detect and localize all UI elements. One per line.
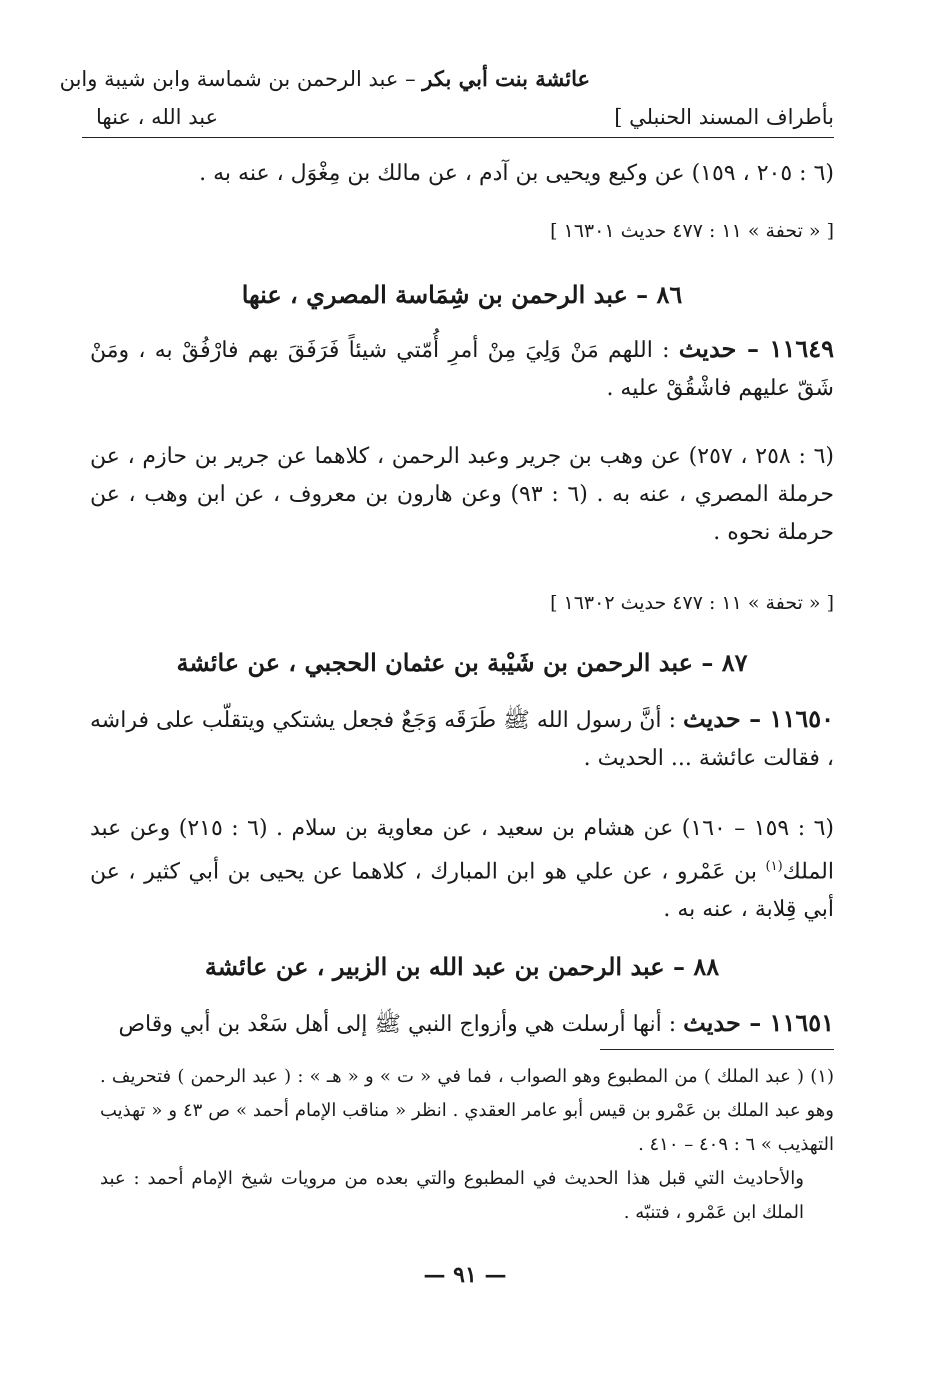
header-title-rest: – عبد الرحمن بن شماسة وابن شيبة وابن <box>59 67 423 91</box>
page-number: — ٩١ — <box>423 1262 507 1288</box>
text-block-1: (٦ : ٢٠٥ ، ١٥٩) عن وكيع ويحيى بن آدم ، عن مالك بن مِغْوَل ، عنه به . <box>199 161 834 186</box>
hadith-11649 <box>90 330 834 408</box>
text-block-3 <box>90 810 834 929</box>
tuhfa-reference-2: [ « تحفة » ١١ : ٤٧٧ حديث ١٦٣٠٢ ] <box>550 592 834 614</box>
running-header-subtitle: عبد الله ، عنها <box>96 105 219 129</box>
header-divider <box>82 137 834 138</box>
section-heading-87: ٨٧ – عبد الرحمن بن شَيْبة بن عثمان الحجبي ، عن عائشة <box>176 648 748 677</box>
footnote-1: (١) ( عبد الملك ) من المطبوع وهو الصواب ، فما في « ت » و « هـ » : ( عبد الرحمن ) فتحريف . وهو عبد الملك بن عَمْرو بن قيس أبو عامر العقدي . انظر « مناقب الإمام أحمد » ص ٤٣ و « تهذيب التهذيب » ٦ : ٤٠٩ – ٤١٠ . <box>100 1066 834 1155</box>
running-header-right <box>60 66 590 92</box>
hadith-11651 <box>90 1004 834 1044</box>
tuhfa-reference-1: [ « تحفة » ١١ : ٤٧٧ حديث ١٦٣٠١ ] <box>550 220 834 242</box>
chain-text-2: بن عَمْرو ، عن علي هو ابن المبارك ، كلاهما عن يحيى بن أبي كثير ، عن أبي قِلابة ، عنه به . <box>90 859 834 923</box>
hadith-text: : أنَّ رسول الله ﷺ طَرَقَه وَجَعٌ فجعل يشتكي ويتقلّب على فراشه ، فقالت عائشة ... الحديث . <box>90 708 834 771</box>
hadith-number: ١١٦٤٩ – حديث <box>678 334 834 363</box>
header-bold-title: عائشة بنت أبي بكر <box>422 66 590 91</box>
hadith-text: : أنها أرسلت هي وأزواج النبي ﷺ إلى أهل سَعْد بن أبي وقاص <box>118 1012 684 1037</box>
hadith-number: ١١٦٥١ – حديث <box>683 1008 834 1037</box>
footnote-marker: (١) <box>765 859 783 874</box>
hadith-11650 <box>90 700 834 778</box>
chain-text-1: (٦ : ١٥٩ – ١٦٠) عن هشام بن سعيد ، عن معاوية بن سلام . (٦ : ٢١٥) وعن عبد الملك <box>90 816 834 885</box>
text-block-2: (٦ : ٢٥٨ ، ٢٥٧) عن وهب بن جرير وعبد الرحمن ، كلاهما عن جرير بن حازم ، عن حرملة المصري ، عنه به . (٦ : ٩٣) وعن هارون بن معروف ، عن ابن وهب ، عن حرملة نحوه . <box>90 444 835 545</box>
section-heading-88: ٨٨ – عبد الرحمن بن عبد الله بن الزبير ، عن عائشة <box>204 952 720 981</box>
hadith-number: ١١٦٥٠ – حديث <box>683 704 834 733</box>
footnotes <box>100 1060 834 1230</box>
running-header-book-title: بأطراف المسند الحنبلي ] <box>614 105 834 129</box>
section-heading-86: ٨٦ – عبد الرحمن بن شِمَاسة المصري ، عنها <box>241 280 683 309</box>
hadith-text: : اللهم مَنْ وَلِيَ مِنْ أمرِ أُمّتي شيئاً فَرَفَقَ بهم فارْفُقْ به ، ومَنْ شَقّ عليهم فاشْقُقْ عليه . <box>90 338 834 401</box>
footnote-divider <box>600 1049 834 1050</box>
footnote-2: والأحاديث التي قبل هذا الحديث في المطبوع والتي بعده من مرويات شيخ الإمام أحمد : عبد الملك ابن عَمْرو ، فتنبّه . <box>100 1168 804 1223</box>
